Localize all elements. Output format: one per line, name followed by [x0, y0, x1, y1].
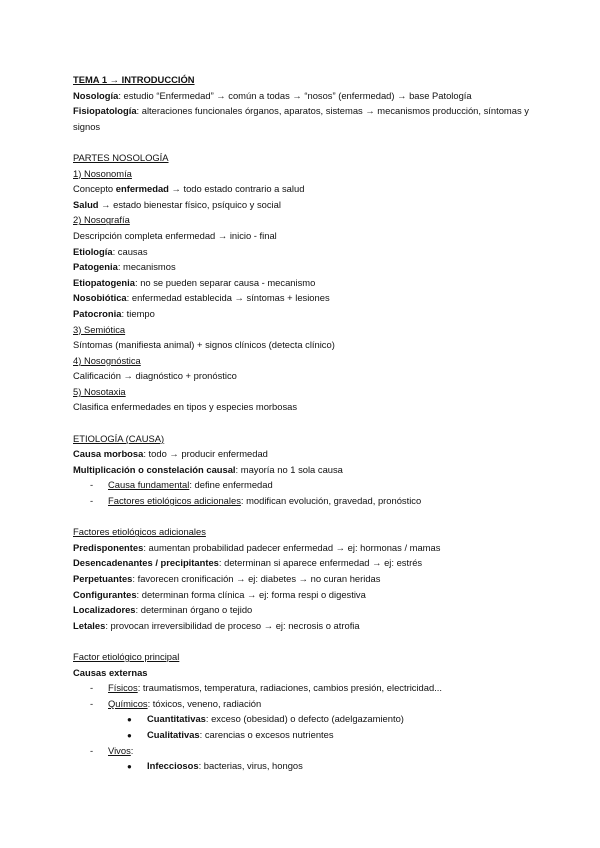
etiopatogenia-line: Etiopatogenia: no se pueden separar causa - mecanismo [73, 276, 316, 288]
list-item: - Causa fundamental: define enfermedad [90, 479, 273, 491]
bullet-item: ● Infecciosos: bacterias, virus, hongos [127, 760, 303, 772]
perpetuantes-line: Perpetuantes: favorecen cronificación → ej: diabetes → no curan heridas [73, 573, 381, 584]
causas-externas-line: Causas externas [73, 666, 148, 678]
nosognostica-heading: 4) Nosognóstica [73, 354, 141, 366]
nosotaxia-line: Clasifica enfermedades en tipos y especies morbosas [73, 401, 298, 413]
nosonomia-heading: 1) Nosonomía [73, 167, 132, 179]
semiotica-line: Síntomas (manifiesta animal) + signos clínicos (detecta clínico) [73, 339, 335, 351]
factores-heading: Factores etiológicos adicionales [73, 526, 206, 538]
page-title: TEMA 1 → INTRODUCCIÓN [73, 74, 195, 85]
patogenia-line: Patogenia: mecanismos [73, 261, 176, 273]
multiplicacion-line: Multiplicación o constelación causal: mayoría no 1 sola causa [73, 463, 343, 475]
spacer [73, 415, 543, 431]
localizadores-line: Localizadores: determinan órgano o tejido [73, 604, 253, 616]
semiotica-heading: 3) Semiótica [73, 323, 126, 335]
document-page [73, 72, 543, 774]
bullet-item: ● Cuantitativas: exceso (obesidad) o defecto (adelgazamiento) [127, 713, 404, 725]
spacer [73, 134, 543, 150]
nosobiotica-line: Nosobiótica: enfermedad establecida → síntomas + lesiones [73, 292, 330, 304]
patocronia-line: Patocronia: tiempo [73, 307, 155, 319]
nosotaxia-heading: 5) Nosotaxia [73, 385, 126, 397]
nosognostica-line: Calificación → diagnóstico + pronóstico [73, 370, 237, 382]
letales-line: Letales: provocan irreversibilidad de proceso → ej: necrosis o atrofia [73, 619, 360, 631]
salud-line: Salud → estado bienestar físico, psíquico y social [73, 198, 281, 210]
nosologia-def: Nosología: estudio “Enfermedad” → común a todas → “nosos” (enfermedad) → base Patología [73, 89, 472, 101]
nosografia-heading: 2) Nosografía [73, 214, 130, 226]
spacer [73, 633, 543, 649]
predisponentes-line: Predisponentes: aumentan probabilidad padecer enfermedad → ej: hormonas / mamas [73, 541, 441, 553]
desencadenantes-line: Desencadenantes / precipitantes: determinan si aparece enfermedad → ej: estrés [73, 557, 423, 569]
list-item: - Químicos: tóxicos, veneno, radiación [90, 697, 262, 709]
etiologia-heading: ETIOLOGÍA (CAUSA) [73, 432, 165, 444]
partes-heading: PARTES NOSOLOGÍA [73, 151, 169, 163]
configurantes-line: Configurantes: determinan forma clínica → ej: forma respi o digestiva [73, 588, 366, 600]
fisiopatologia-def: Fisiopatología: alteraciones funcionales órganos, aparatos, sistemas → mecanismos producción, síntomas y signos [73, 105, 529, 132]
list-item: - Vivos: [90, 744, 134, 756]
etiologia-line: Etiología: causas [73, 245, 148, 257]
causa-morbosa-line: Causa morbosa: todo → producir enfermedad [73, 448, 268, 460]
concepto-line: Concepto enfermedad → todo estado contrario a salud [73, 183, 305, 195]
bullet-item: ● Cualitativas: carencias o excesos nutrientes [127, 728, 334, 740]
descripcion-line: Descripción completa enfermedad → inicio - final [73, 229, 277, 241]
spacer [73, 509, 543, 525]
list-item: - Físicos: traumatismos, temperatura, radiaciones, cambios presión, electricidad... [90, 682, 443, 694]
principal-heading: Factor etiológico principal [73, 650, 180, 662]
list-item: - Factores etiológicos adicionales: modifican evolución, gravedad, pronóstico [90, 495, 422, 507]
